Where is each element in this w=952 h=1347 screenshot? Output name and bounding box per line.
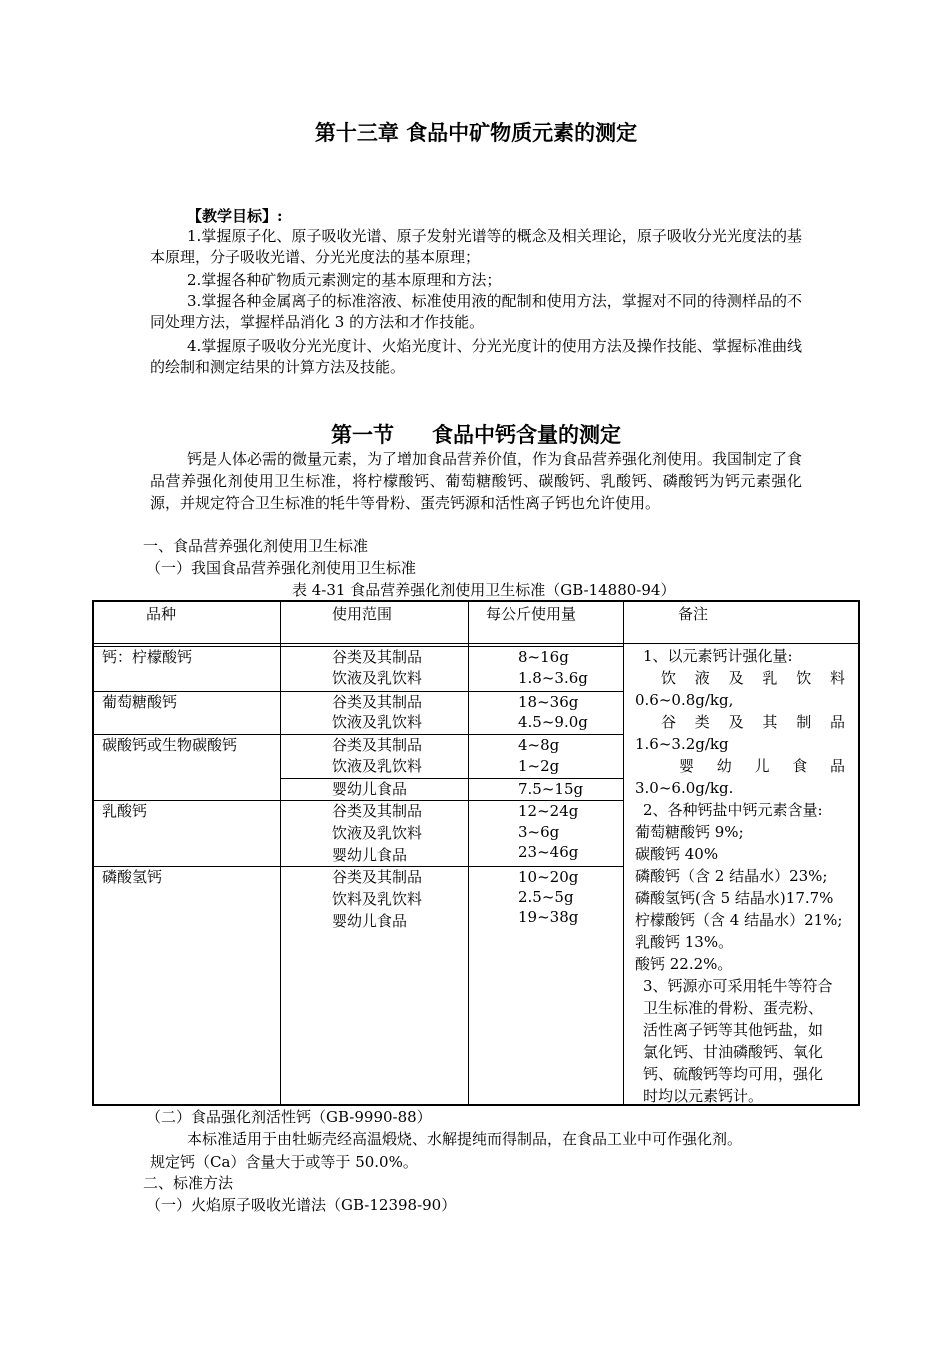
row-amount: 4~8g	[518, 736, 560, 754]
note-2-line: 磷酸氢钙(含 5 结晶水)17.7%	[635, 889, 834, 907]
row-amount: 7.5~15g	[518, 780, 584, 798]
note-1-title: 1、以元素钙计强化量:	[643, 647, 793, 665]
objective-1: 1.掌握原子化、原子吸收光谱、原子发射光谱等的概念及相关理论，原子吸收分光光度法的基本原理，分子吸收光谱、分光光度法的基本原理；	[150, 227, 802, 266]
header-notes: 备注	[678, 605, 709, 623]
row-use: 婴幼儿食品	[332, 912, 408, 930]
row-amount: 23~46g	[518, 843, 579, 861]
subsection-2-paragraph-1: 本标准适用于由牡蛎壳经高温煅烧、水解提纯而得制品，在食品工业中可作强化剂。	[187, 1130, 743, 1148]
row-kind: 碳酸钙或生物碳酸钙	[102, 736, 238, 754]
note-3-line: 3、钙源亦可采用牦牛等符合	[643, 977, 833, 995]
note-2-line: 葡萄糖酸钙 9%;	[635, 823, 744, 841]
subsection-2-paragraph-2: 规定钙（Ca）含量大于或等于 50.0%。	[150, 1153, 418, 1171]
note-1-c-value: 3.0~6.0g/kg.	[635, 779, 734, 797]
note-3-line: 氯化钙、甘油磷酸钙、氧化	[643, 1043, 824, 1061]
row-use: 谷类及其制品	[332, 802, 423, 820]
note-3-line: 时均以元素钙计。	[643, 1087, 764, 1105]
row-amount: 3~6g	[518, 823, 560, 841]
objective-4: 4.掌握原子吸收分光光度计、火焰光度计、分光光度计的使用方法及操作技能、掌握标准曲线的绘制和测定结果的计算方法及技能。	[150, 337, 802, 376]
row-amount: 10~20g	[518, 868, 579, 886]
note-2-line: 磷酸钙（含 2 结晶水）23%;	[635, 867, 828, 885]
row-use: 饮液及乳饮料	[332, 669, 423, 687]
note-1-c: 婴幼儿食品	[679, 757, 845, 775]
note-1-b: 谷类及其制品	[661, 713, 845, 731]
row-amount: 18~36g	[518, 693, 579, 711]
row-amount: 19~38g	[518, 908, 579, 926]
row-use: 饮液及乳饮料	[332, 713, 423, 731]
row-use: 饮液及乳饮料	[332, 824, 423, 842]
standards-table	[92, 600, 860, 1106]
row-kind: 磷酸氢钙	[102, 868, 163, 886]
note-3-line: 活性离子钙等其他钙盐，如	[643, 1021, 824, 1039]
objective-3: 3.掌握各种金属离子的标准溶液、标准使用液的配制和使用方法，掌握对不同的待测样品的不同处理方法，掌握样品消化 3 的方法和才作技能。	[150, 292, 802, 331]
row-use: 饮料及乳饮料	[332, 890, 423, 908]
chapter-title: 第十三章 食品中矿物质元素的测定	[314, 120, 638, 145]
section-intro: 钙是人体必需的微量元素，为了增加食品营养价值，作为食品营养强化剂使用。我国制定了食品营养强化剂使用卫生标准，将柠檬酸钙、葡萄糖酸钙、碳酸钙、乳酸钙、磷酸钙为钙元素强化源，并规定符合卫生标准的牦牛等骨粉、蛋壳钙源和活性离子钙也允许使用。	[150, 450, 803, 512]
note-2-line: 酸钙 22.2%。	[635, 955, 733, 973]
objectives-heading: 【教学目标】:	[187, 207, 283, 225]
row-amount: 1~2g	[518, 757, 560, 775]
row-use: 饮液及乳饮料	[332, 757, 423, 775]
subsection-2-title: （二）食品强化剂活性钙（GB-9990-88）	[146, 1108, 432, 1126]
note-3-line: 钙、硫酸钙等均可用，强化	[643, 1065, 824, 1083]
note-1-a-value: 0.6~0.8g/kg,	[635, 691, 734, 709]
note-1-a: 饮液及乳饮料	[661, 669, 845, 687]
header-use: 使用范围	[332, 605, 393, 623]
row-use: 谷类及其制品	[332, 868, 423, 886]
header-kind: 品种	[146, 605, 177, 623]
note-2-line: 碳酸钙 40%	[635, 845, 719, 863]
heading-2: 二、标准方法	[143, 1174, 234, 1192]
row-kind: 钙：柠檬酸钙	[102, 648, 193, 666]
note-2-line: 乳酸钙 13%。	[635, 933, 734, 951]
section-name: 食品中钙含量的测定	[432, 422, 621, 447]
table-caption: 表 4-31 食品营养强化剂使用卫生标准（GB-14880-94）	[292, 581, 676, 599]
note-2-title: 2、各种钙盐中钙元素含量:	[643, 801, 823, 819]
heading-1-sub: （一）我国食品营养强化剂使用卫生标准	[146, 559, 417, 577]
row-amount: 1.8~3.6g	[518, 669, 588, 687]
notes-cell	[635, 645, 845, 1107]
row-use: 谷类及其制品	[332, 693, 423, 711]
row-use: 谷类及其制品	[332, 736, 423, 754]
header-amount: 每公斤使用量	[486, 605, 577, 623]
objective-2: 2.掌握各种矿物质元素测定的基本原理和方法；	[187, 271, 502, 289]
note-1-b-value: 1.6~3.2g/kg	[635, 735, 729, 753]
row-amount: 8~16g	[518, 648, 569, 666]
note-2-line: 柠檬酸钙（含 4 结晶水）21%;	[635, 911, 843, 929]
heading-1: 一、食品营养强化剂使用卫生标准	[143, 537, 369, 555]
note-3-line: 卫生标准的骨粉、蛋壳粉、	[643, 999, 824, 1017]
section-title	[0, 419, 952, 449]
row-kind: 乳酸钙	[102, 802, 148, 820]
row-use: 婴幼儿食品	[332, 780, 408, 798]
heading-2-sub: （一）火焰原子吸收光谱法（GB-12398-90）	[146, 1196, 457, 1214]
row-kind: 葡萄糖酸钙	[102, 693, 178, 711]
row-amount: 4.5~9.0g	[518, 713, 588, 731]
row-amount: 12~24g	[518, 802, 579, 820]
section-number: 第一节	[331, 422, 394, 447]
row-use: 谷类及其制品	[332, 648, 423, 666]
row-amount: 2.5~5g	[518, 888, 574, 906]
row-use: 婴幼儿食品	[332, 846, 408, 864]
